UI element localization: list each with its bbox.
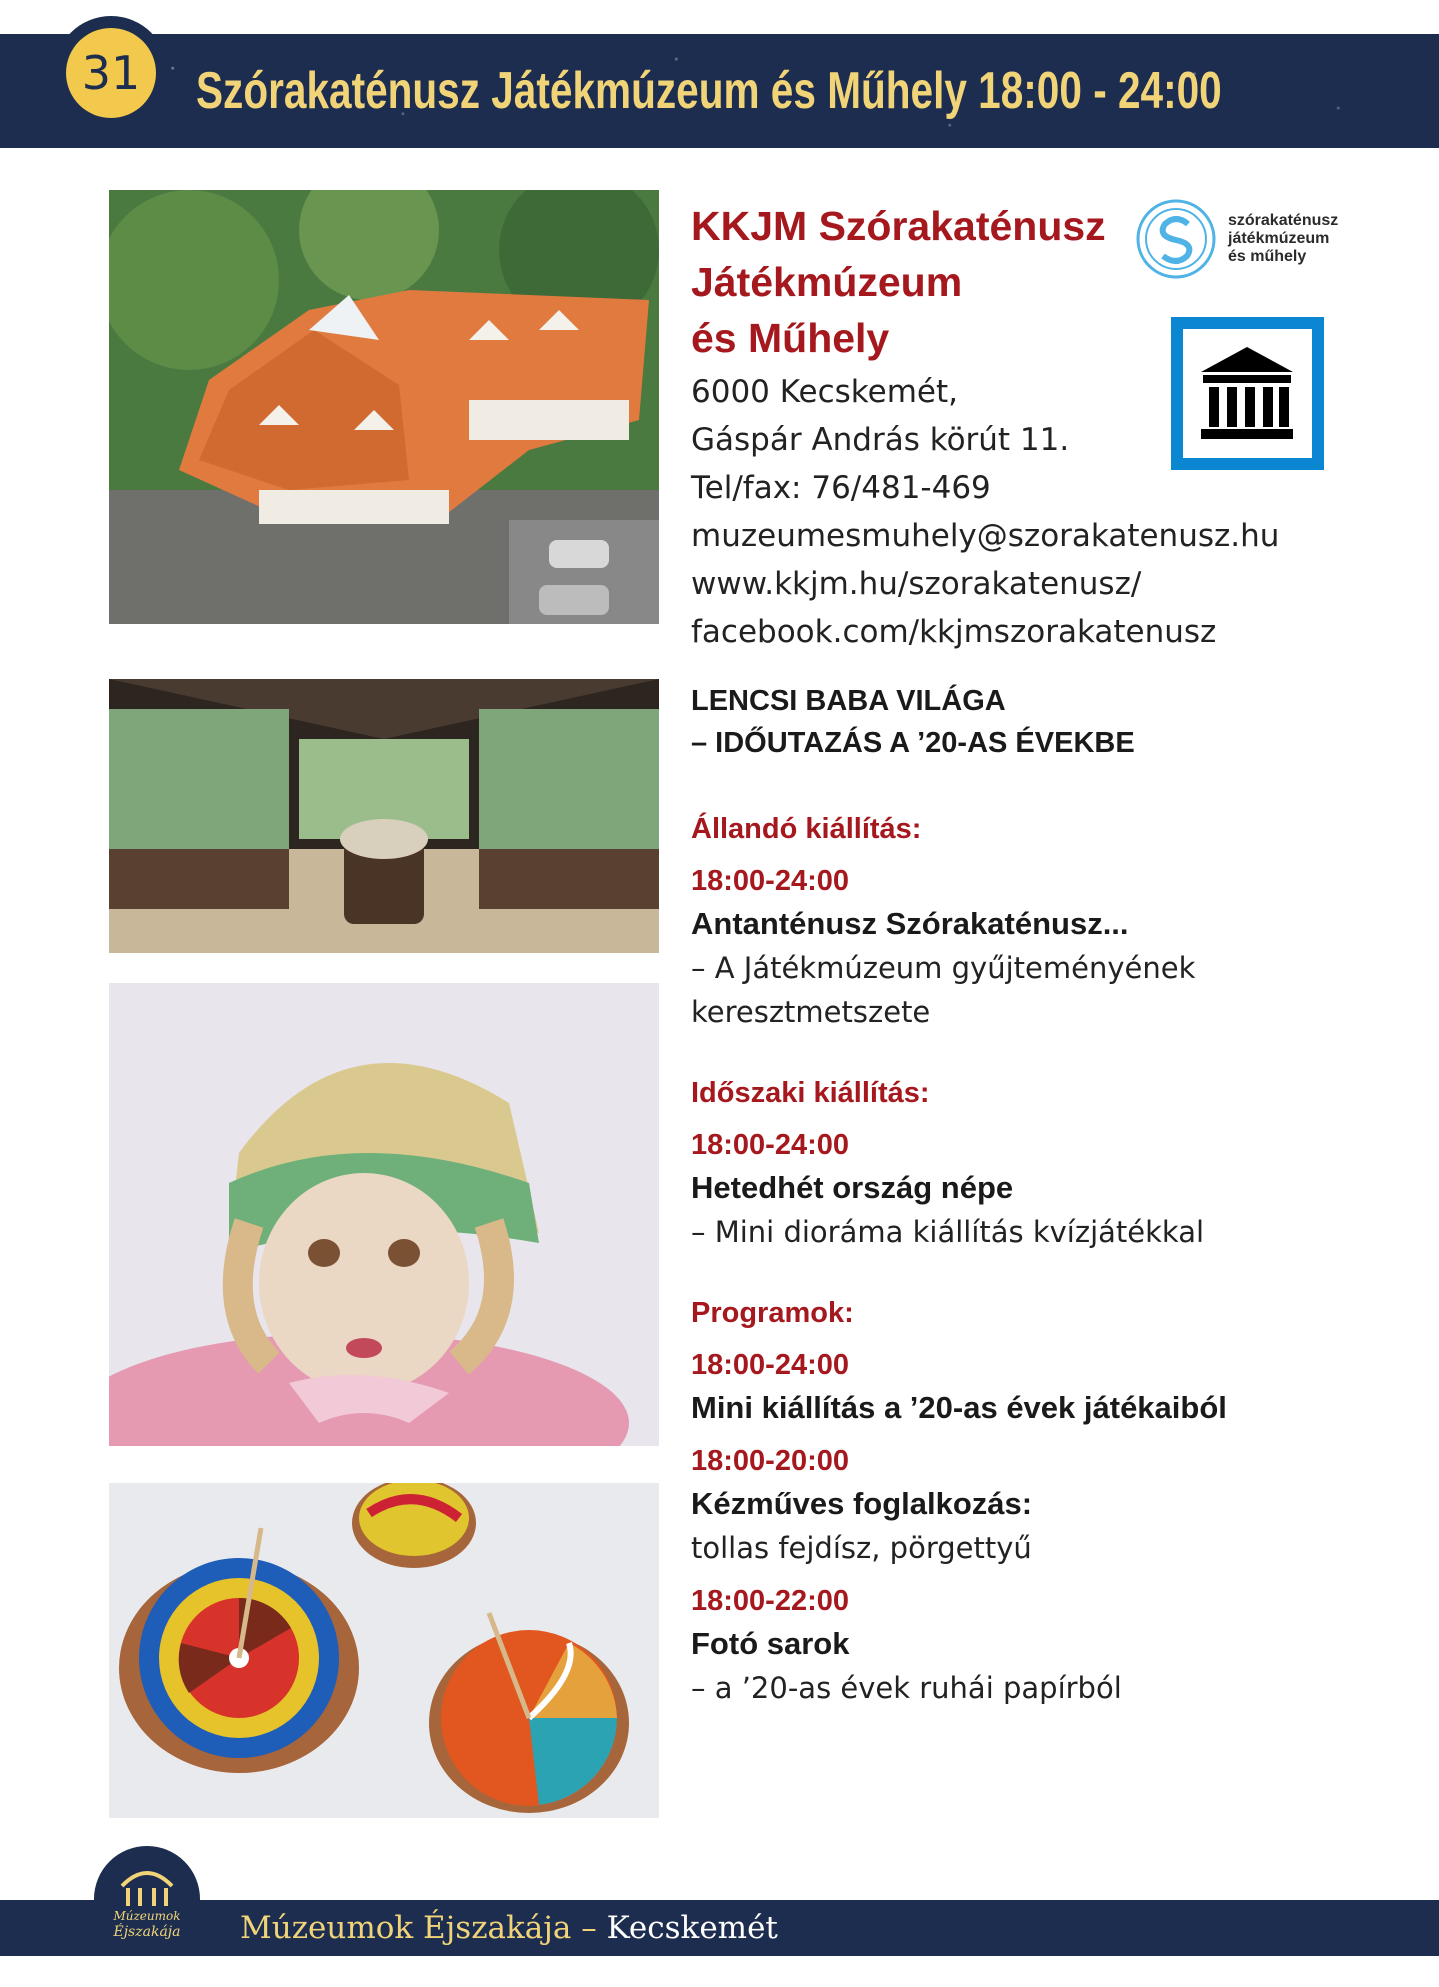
program-2-title: Kézműves foglalkozás: bbox=[691, 1486, 1033, 1521]
muzeumok-ejszakaja-logo bbox=[94, 1846, 200, 1952]
museum-building-icon bbox=[1171, 317, 1324, 470]
email-link[interactable]: muzeumesmuhely@szorakatenusz.hu bbox=[691, 518, 1280, 554]
address-line2: Gáspár András körút 11. bbox=[691, 422, 1070, 458]
footer-text bbox=[240, 1900, 778, 1956]
permanent-desc-line1: – A Játékmúzeum gyűjteményének bbox=[691, 951, 1196, 985]
program-1-time: 18:00-24:00 bbox=[691, 1349, 849, 1381]
footer-logo-line1: Múzeumok bbox=[113, 1909, 181, 1923]
szorakatenusz-logo-icon bbox=[1133, 196, 1219, 286]
antique-doll-photo bbox=[109, 983, 659, 1446]
permanent-title: Antanténusz Szórakaténusz... bbox=[691, 906, 1129, 941]
program-1-title: Mini kiállítás a ’20-as évek játékaiból bbox=[691, 1390, 1227, 1425]
szorakatenusz-logo-text: szórakaténusz játékmúzeum és műhely bbox=[1228, 212, 1339, 265]
website-link[interactable]: www.kkjm.hu/szorakatenusz/ bbox=[691, 566, 1142, 602]
facebook-link[interactable]: facebook.com/kkjmszorakatenusz bbox=[691, 614, 1217, 650]
museum-building-photo bbox=[109, 190, 659, 624]
museum-name-line2: Játékmúzeum bbox=[691, 259, 963, 305]
exhibition-hall-photo bbox=[109, 679, 659, 953]
permanent-desc-line2: keresztmetszete bbox=[691, 995, 931, 1029]
program-content bbox=[691, 680, 1391, 1710]
program-3-time: 18:00-22:00 bbox=[691, 1585, 849, 1617]
program-2-time: 18:00-20:00 bbox=[691, 1445, 849, 1477]
program-3-desc: – a ’20-as évek ruhái papírból bbox=[691, 1671, 1122, 1705]
footer-logo-line2: Éjszakája bbox=[113, 1924, 181, 1940]
footer-event-name: Múzeumok Éjszakája – bbox=[240, 1910, 607, 1946]
address-line1: 6000 Kecskemét, bbox=[691, 374, 958, 410]
program-number: 31 bbox=[66, 28, 156, 118]
exhibition-title: LENCSI BABA VILÁGA – IDŐUTAZÁS A ’20-AS ÉVEKBE bbox=[691, 685, 1135, 759]
program-number-badge bbox=[54, 16, 168, 130]
phone-fax: Tel/fax: 76/481-469 bbox=[691, 470, 991, 506]
museum-name bbox=[691, 198, 1161, 366]
programs-block bbox=[691, 1292, 1391, 1710]
temporary-time: 18:00-24:00 bbox=[691, 1129, 849, 1161]
program-2-desc: tollas fejdísz, pörgettyű bbox=[691, 1531, 1032, 1565]
permanent-exhibition-label: Állandó kiállítás: bbox=[691, 813, 922, 845]
temporary-desc: – Mini dioráma kiállítás kvízjátékkal bbox=[691, 1215, 1205, 1249]
program-3-title: Fotó sarok bbox=[691, 1626, 850, 1661]
spinning-tops-photo bbox=[109, 1483, 659, 1818]
temporary-exhibition-label: Időszaki kiállítás: bbox=[691, 1077, 930, 1109]
programs-label: Programok: bbox=[691, 1297, 854, 1329]
temporary-title: Hetedhét ország népe bbox=[691, 1170, 1014, 1205]
museum-name-line3: és Műhely bbox=[691, 315, 890, 361]
permanent-time: 18:00-24:00 bbox=[691, 865, 849, 897]
header-title: Szórakaténusz Játékmúzeum és Műhely 18:00 - 24:00 bbox=[196, 62, 1222, 120]
footer-city: Kecskemét bbox=[606, 1910, 778, 1946]
museum-name-line1: KKJM Szórakaténusz bbox=[691, 203, 1106, 249]
